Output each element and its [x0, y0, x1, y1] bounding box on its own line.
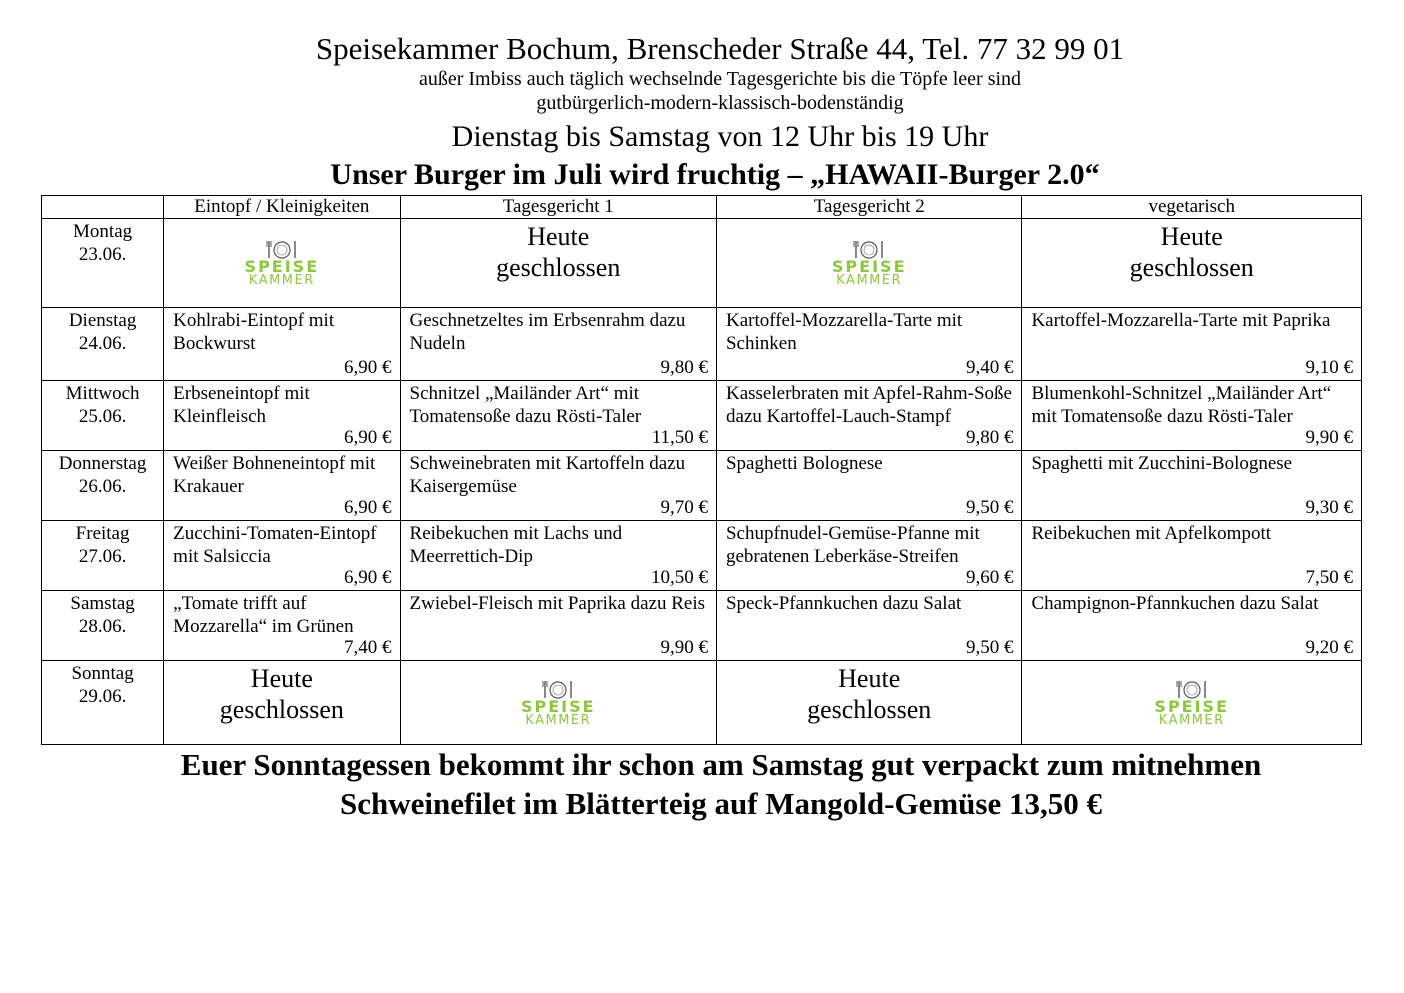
dish-text: Blumenkohl-Schnitzel „Mailänder Art“ mit Tomatensoße dazu Rösti-Taler [1031, 383, 1332, 427]
sunday-dish: Schweinefilet im Blätterteig auf Mangold-Gemüse 13,50 € [340, 786, 1102, 821]
dish-price: 9,10 € [1305, 357, 1353, 378]
day-name: Mittwoch [65, 383, 140, 404]
dish-text: Zucchini-Tomaten-Eintopf mit Salsiccia [173, 523, 377, 567]
menu-cell [716, 381, 1021, 451]
day-date: 23.06. [78, 244, 127, 265]
plate-cutlery-icon [538, 677, 578, 699]
subtitle-style: gutbürgerlich-modern-klassisch-bodenständig [536, 92, 904, 114]
day-cell [42, 661, 164, 745]
dish-price: 9,70 € [660, 497, 708, 518]
closed-line2: geschlossen [1129, 253, 1254, 282]
table-row [42, 219, 1362, 308]
restaurant-title: Speisekammer Bochum, Brenscheder Straße 44, Tel. 77 32 99 01 [315, 31, 1125, 66]
opening-hours: Dienstag bis Samstag von 12 Uhr bis 19 Uhr [451, 120, 989, 153]
table-row [42, 661, 1362, 745]
weekly-menu-table [41, 195, 1362, 745]
menu-cell [1022, 308, 1362, 381]
column-header-stew: Eintopf / Kleinigkeiten [164, 196, 400, 219]
day-date: 25.06. [78, 406, 127, 427]
logo-text-kammer: KAMMER [1158, 713, 1225, 728]
day-cell [42, 521, 164, 591]
logo-text-speise: SPEISE [1154, 697, 1230, 716]
dish-price: 9,60 € [965, 567, 1014, 588]
day-name: Samstag [70, 593, 135, 614]
day-date: 26.06. [78, 476, 127, 497]
logo-text-speise: SPEISE [244, 257, 320, 276]
closed-line1: Heute [838, 664, 901, 693]
dish-price: 9,30 € [1305, 497, 1353, 518]
menu-cell [164, 661, 400, 745]
menu-cell [1022, 591, 1362, 661]
subtitle-daily-dishes: außer Imbiss auch täglich wechselnde Tagesgerichte bis die Töpfe leer sind [418, 68, 1022, 90]
day-name: Freitag [75, 523, 130, 544]
table-row [42, 381, 1362, 451]
dish-text: Zwiebel-Fleisch mit Paprika dazu Reis [409, 593, 705, 614]
logo-text-speise: SPEISE [520, 697, 596, 716]
dish-price: 11,50 € [651, 427, 708, 448]
dish-price: 6,90 € [344, 567, 392, 588]
dish-price: 9,90 € [1305, 427, 1353, 448]
menu-cell [400, 381, 716, 451]
day-cell [42, 308, 164, 381]
menu-cell [164, 219, 400, 308]
menu-cell [1022, 381, 1362, 451]
day-cell [42, 451, 164, 521]
dish-text: Schweinebraten mit Kartoffeln dazu Kaisergemüse [409, 453, 686, 497]
dish-price: 7,40 € [344, 637, 392, 658]
dish-text: Champignon-Pfannkuchen dazu Salat [1031, 593, 1319, 614]
menu-cell [164, 451, 400, 521]
plate-cutlery-icon [262, 237, 302, 259]
logo-text-speise: SPEISE [831, 257, 907, 276]
day-cell [42, 381, 164, 451]
menu-cell [400, 661, 716, 745]
closed-line2: geschlossen [807, 695, 932, 724]
menu-cell [400, 219, 716, 308]
menu-cell [716, 591, 1021, 661]
plate-cutlery-icon [1172, 677, 1212, 699]
dish-text: Reibekuchen mit Apfelkompott [1031, 523, 1272, 544]
menu-cell [716, 661, 1021, 745]
dish-text: „Tomate trifft auf Mozzarella“ im Grünen [173, 593, 354, 637]
dish-price: 6,90 € [344, 357, 392, 378]
menu-cell [1022, 661, 1362, 745]
logo-text-kammer: KAMMER [836, 273, 903, 288]
table-row [42, 591, 1362, 661]
menu-cell [164, 591, 400, 661]
menu-cell [716, 308, 1021, 381]
dish-text: Spaghetti mit Zucchini-Bolognese [1031, 453, 1293, 474]
dish-text: Weißer Bohneneintopf mit Krakauer [173, 453, 376, 497]
menu-cell [400, 451, 716, 521]
day-name: Donnerstag [58, 453, 147, 474]
day-name: Montag [73, 221, 133, 242]
day-cell [42, 219, 164, 308]
menu-cell [716, 521, 1021, 591]
dish-text: Kartoffel-Mozzarella-Tarte mit Schinken [725, 310, 963, 354]
column-header-dish2: Tagesgericht 2 [716, 196, 1021, 219]
menu-cell [164, 308, 400, 381]
menu-cell [716, 219, 1021, 308]
dish-text: Speck-Pfannkuchen dazu Salat [725, 593, 962, 614]
menu-cell [1022, 219, 1362, 308]
dish-price: 9,50 € [965, 497, 1014, 518]
menu-cell [1022, 451, 1362, 521]
table-header-row [42, 196, 1362, 219]
dish-text: Erbseneintopf mit Kleinfleisch [173, 383, 310, 427]
dish-text: Kohlrabi-Eintopf mit Bockwurst [173, 310, 335, 354]
closed-line1: Heute [1160, 222, 1223, 251]
table-row [42, 308, 1362, 381]
dish-text: Schnitzel „Mailänder Art“ mit Tomatensoße dazu Rösti-Taler [409, 383, 642, 427]
menu-cell [164, 521, 400, 591]
dish-text: Reibekuchen mit Lachs und Meerrettich-Dip [409, 523, 623, 567]
dish-price: 9,90 € [660, 637, 708, 658]
dish-price: 9,50 € [965, 637, 1014, 658]
menu-cell [164, 381, 400, 451]
day-name: Sonntag [71, 663, 134, 684]
column-header-vegetarian: vegetarisch [1022, 196, 1362, 219]
table-row [42, 451, 1362, 521]
closed-line1: Heute [250, 664, 313, 693]
day-date: 29.06. [78, 686, 127, 707]
table-row [42, 521, 1362, 591]
day-date: 27.06. [78, 546, 127, 567]
closed-line1: Heute [527, 222, 590, 251]
dish-text: Spaghetti Bolognese [725, 453, 883, 474]
sunday-notice: Euer Sonntagessen bekommt ihr schon am Samstag gut verpackt zum mitnehmen [180, 747, 1262, 782]
menu-cell [400, 591, 716, 661]
logo-text-kammer: KAMMER [248, 273, 315, 288]
dish-price: 9,80 € [660, 357, 708, 378]
closed-line2: geschlossen [219, 695, 344, 724]
day-cell [42, 591, 164, 661]
speisekammer-logo [164, 219, 399, 287]
day-date: 28.06. [78, 616, 127, 637]
speisekammer-logo [401, 661, 716, 727]
menu-cell [1022, 521, 1362, 591]
column-header-day [42, 196, 164, 219]
closed-line2: geschlossen [496, 253, 621, 282]
dish-text: Schupfnudel-Gemüse-Pfanne mit gebratenen Leberkäse-Streifen [725, 523, 980, 567]
menu-cell [716, 451, 1021, 521]
plate-cutlery-icon [849, 237, 889, 259]
dish-price: 6,90 € [344, 427, 392, 448]
dish-price: 9,40 € [965, 357, 1014, 378]
dish-text: Kasselerbraten mit Apfel-Rahm-Soße dazu Kartoffel-Lauch-Stampf [725, 383, 1012, 427]
speisekammer-logo [1022, 661, 1361, 727]
menu-cell [400, 521, 716, 591]
menu-cell [400, 308, 716, 381]
dish-price: 9,20 € [1305, 637, 1353, 658]
dish-price: 10,50 € [650, 567, 708, 588]
dish-price: 6,90 € [344, 497, 392, 518]
dish-price: 9,80 € [965, 427, 1014, 448]
day-date: 24.06. [78, 333, 127, 354]
speisekammer-logo [717, 219, 1021, 287]
logo-text-kammer: KAMMER [525, 713, 592, 728]
day-name: Dienstag [68, 310, 137, 331]
dish-text: Geschnetzeltes im Erbsenrahm dazu Nudeln [409, 310, 686, 354]
dish-text: Kartoffel-Mozzarella-Tarte mit Paprika [1031, 310, 1331, 331]
column-header-dish1: Tagesgericht 1 [400, 196, 716, 219]
dish-price: 7,50 € [1305, 567, 1353, 588]
burger-of-month: Unser Burger im Juli wird fruchtig – „HAWAII-Burger 2.0“ [330, 158, 1100, 191]
